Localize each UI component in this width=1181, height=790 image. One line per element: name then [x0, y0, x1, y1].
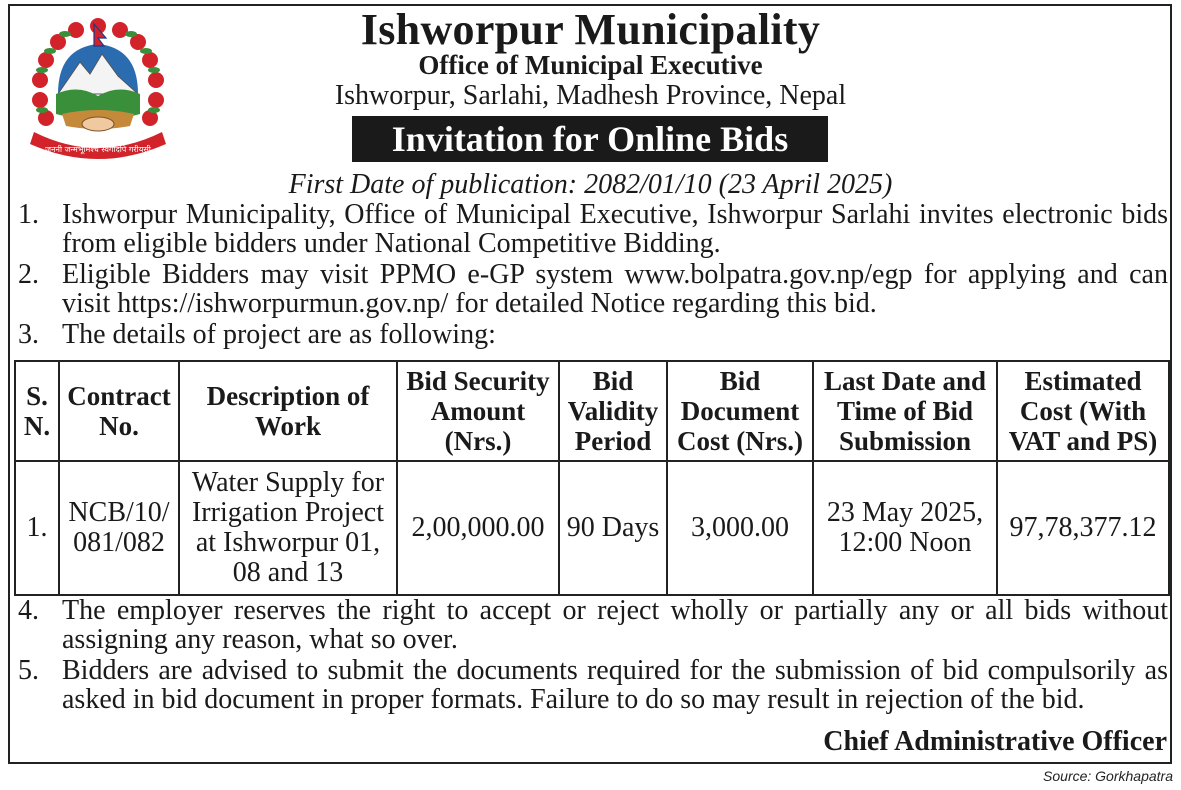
- cell-contract-no: NCB/10/ 081/082: [59, 461, 179, 595]
- col-header-document-cost: Bid Document Cost (Nrs.): [667, 361, 813, 461]
- table-row: [15, 461, 1169, 595]
- paragraph-number: 3.: [18, 319, 39, 350]
- cell-estimated-cost: 97,78,377.12: [997, 461, 1169, 595]
- paragraph-number: 5.: [18, 655, 39, 686]
- col-header-description: Description of Work: [179, 361, 397, 461]
- paragraph-number: 2.: [18, 259, 39, 290]
- paragraph-text: The details of project are as following:: [62, 319, 496, 350]
- table-header-row: [15, 361, 1169, 461]
- paragraph-number: 4.: [18, 595, 39, 626]
- col-header-estimated-cost: Estimated Cost (With VAT and PS): [997, 361, 1169, 461]
- office-subtitle: Office of Municipal Executive: [418, 50, 763, 80]
- source-credit: Source: Gorkhapatra: [1043, 768, 1173, 784]
- paragraph-4: [18, 596, 1168, 654]
- signatory-title: Chief Administrative Officer: [823, 726, 1167, 757]
- col-header-last-date: Last Date and Time of Bid Submission: [813, 361, 997, 461]
- col-header-sn: S. N.: [15, 361, 59, 461]
- office-address: Ishworpur, Sarlahi, Madhesh Province, Nepal: [334, 80, 847, 111]
- emblem-motto: जननी जन्मभूमिश्च स्वर्गादपि गरीयसी: [45, 145, 151, 154]
- cell-description: Water Supply for Irrigation Project at Ishworpur 01, 08 and 13: [179, 461, 397, 595]
- col-header-validity: Bid Validity Period: [559, 361, 667, 461]
- col-header-contract-no: Contract No.: [59, 361, 179, 461]
- paragraph-2: [18, 260, 1168, 318]
- paragraph-text: The employer reserves the right to accept or reject wholly or partially any or all bids without assigning any reason, what so over.: [62, 595, 1168, 655]
- paragraph-3: [18, 320, 1168, 349]
- paragraph-text: Ishworpur Municipality, Office of Municipal Executive, Ishworpur Sarlahi invites electronic bids from eligible bidders under National Competitive Bidding.: [62, 199, 1168, 259]
- cell-last-date: 23 May 2025, 12:00 Noon: [813, 461, 997, 595]
- paragraph-5: [18, 656, 1168, 714]
- paragraph-number: 1.: [18, 199, 39, 230]
- bids-table: [14, 360, 1170, 596]
- paragraph-text: Eligible Bidders may visit PPMO e-GP system www.bolpatra.gov.np/egp for applying and can visit https://ishworpurmun.gov.np/ for detailed Notice regarding this bid.: [62, 259, 1168, 319]
- paragraph-text: Bidders are advised to submit the documents required for the submission of bid compulsorily as asked in bid document in proper formats. Failure to do so may result in rejection of the bid.: [62, 655, 1168, 715]
- publication-date: First Date of publication: 2082/01/10 (23 April 2025): [288, 169, 893, 200]
- paragraph-1: [18, 200, 1168, 258]
- cell-validity: 90 Days: [559, 461, 667, 595]
- cell-document-cost: 3,000.00: [667, 461, 813, 595]
- cell-bid-security: 2,00,000.00: [397, 461, 559, 595]
- col-header-bid-security: Bid Security Amount (Nrs.): [397, 361, 559, 461]
- page-title: Ishworpur Municipality: [360, 5, 821, 54]
- cell-sn: 1.: [15, 461, 59, 595]
- notice-banner: Invitation for Online Bids: [352, 116, 828, 162]
